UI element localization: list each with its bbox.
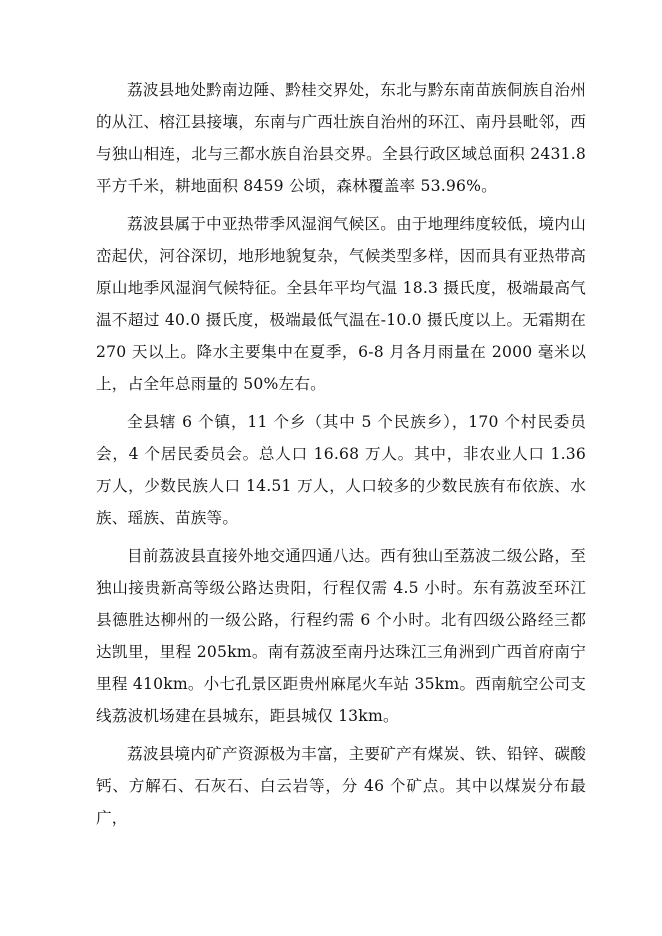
paragraph-administration: 全县辖 6 个镇，11 个乡（其中 5 个民族乡），170 个村民委员会，4 个居民委员会。总人口 16.68 万人。其中，非农业人口 1.36 万人，少数民族人口 14.51 万人，人口较多的少数民族有布依族、水族、瑶族、苗族等。 [96, 413, 586, 527]
paragraph-location: 荔波县地处黔南边陲、黔桂交界处，东北与黔东南苗族侗族自治州的从江、榕江县接壤，东南与广西壮族自治州的环江、南丹县毗邻，西与独山相连，北与三都水族自治县交界。全县行政区域总面积 2431.8 平方千米，耕地面积 8459 公顷，森林覆盖率 53.96%。 [96, 81, 586, 195]
paragraph-minerals: 荔波县境内矿产资源极为丰富，主要矿产有煤炭、铁、铅锌、碳酸钙、方解石、石灰石、白云岩等，分 46 个矿点。其中以煤炭分布最广， [96, 745, 586, 827]
paragraph-transportation: 目前荔波县直接外地交通四通八达。西有独山至荔波二级公路，至独山接贵新高等级公路达贵阳，行程仅需 4.5 小时。东有荔波至环江县德胜达柳州的一级公路，行程约需 6 个小时。北有四级公路经三都达凯里，里程 205km。南有荔波至南丹达珠江三角洲到广西首府南宁里程 410km。小七孔景区距贵州麻尾火车站 35km。西南航空公司支线荔波机场建在县城东，距县城仅 13km。 [96, 547, 586, 725]
document-page [96, 74, 586, 840]
paragraph-climate: 荔波县属于中亚热带季风湿润气候区。由于地理纬度较低，境内山峦起伏，河谷深切，地形地貌复杂，气候类型多样，因而具有亚热带高原山地季风湿润气候特征。全县年平均气温 18.3 摄氏度，极端最高气温不超过 40.0 摄氏度，极端最低气温在-10.0 摄氏度以上。无霜期在 270 天以上。降水主要集中在夏季，6-8 月各月雨量在 2000 毫米以上，占全年总雨量的 50%左右。 [96, 215, 586, 393]
